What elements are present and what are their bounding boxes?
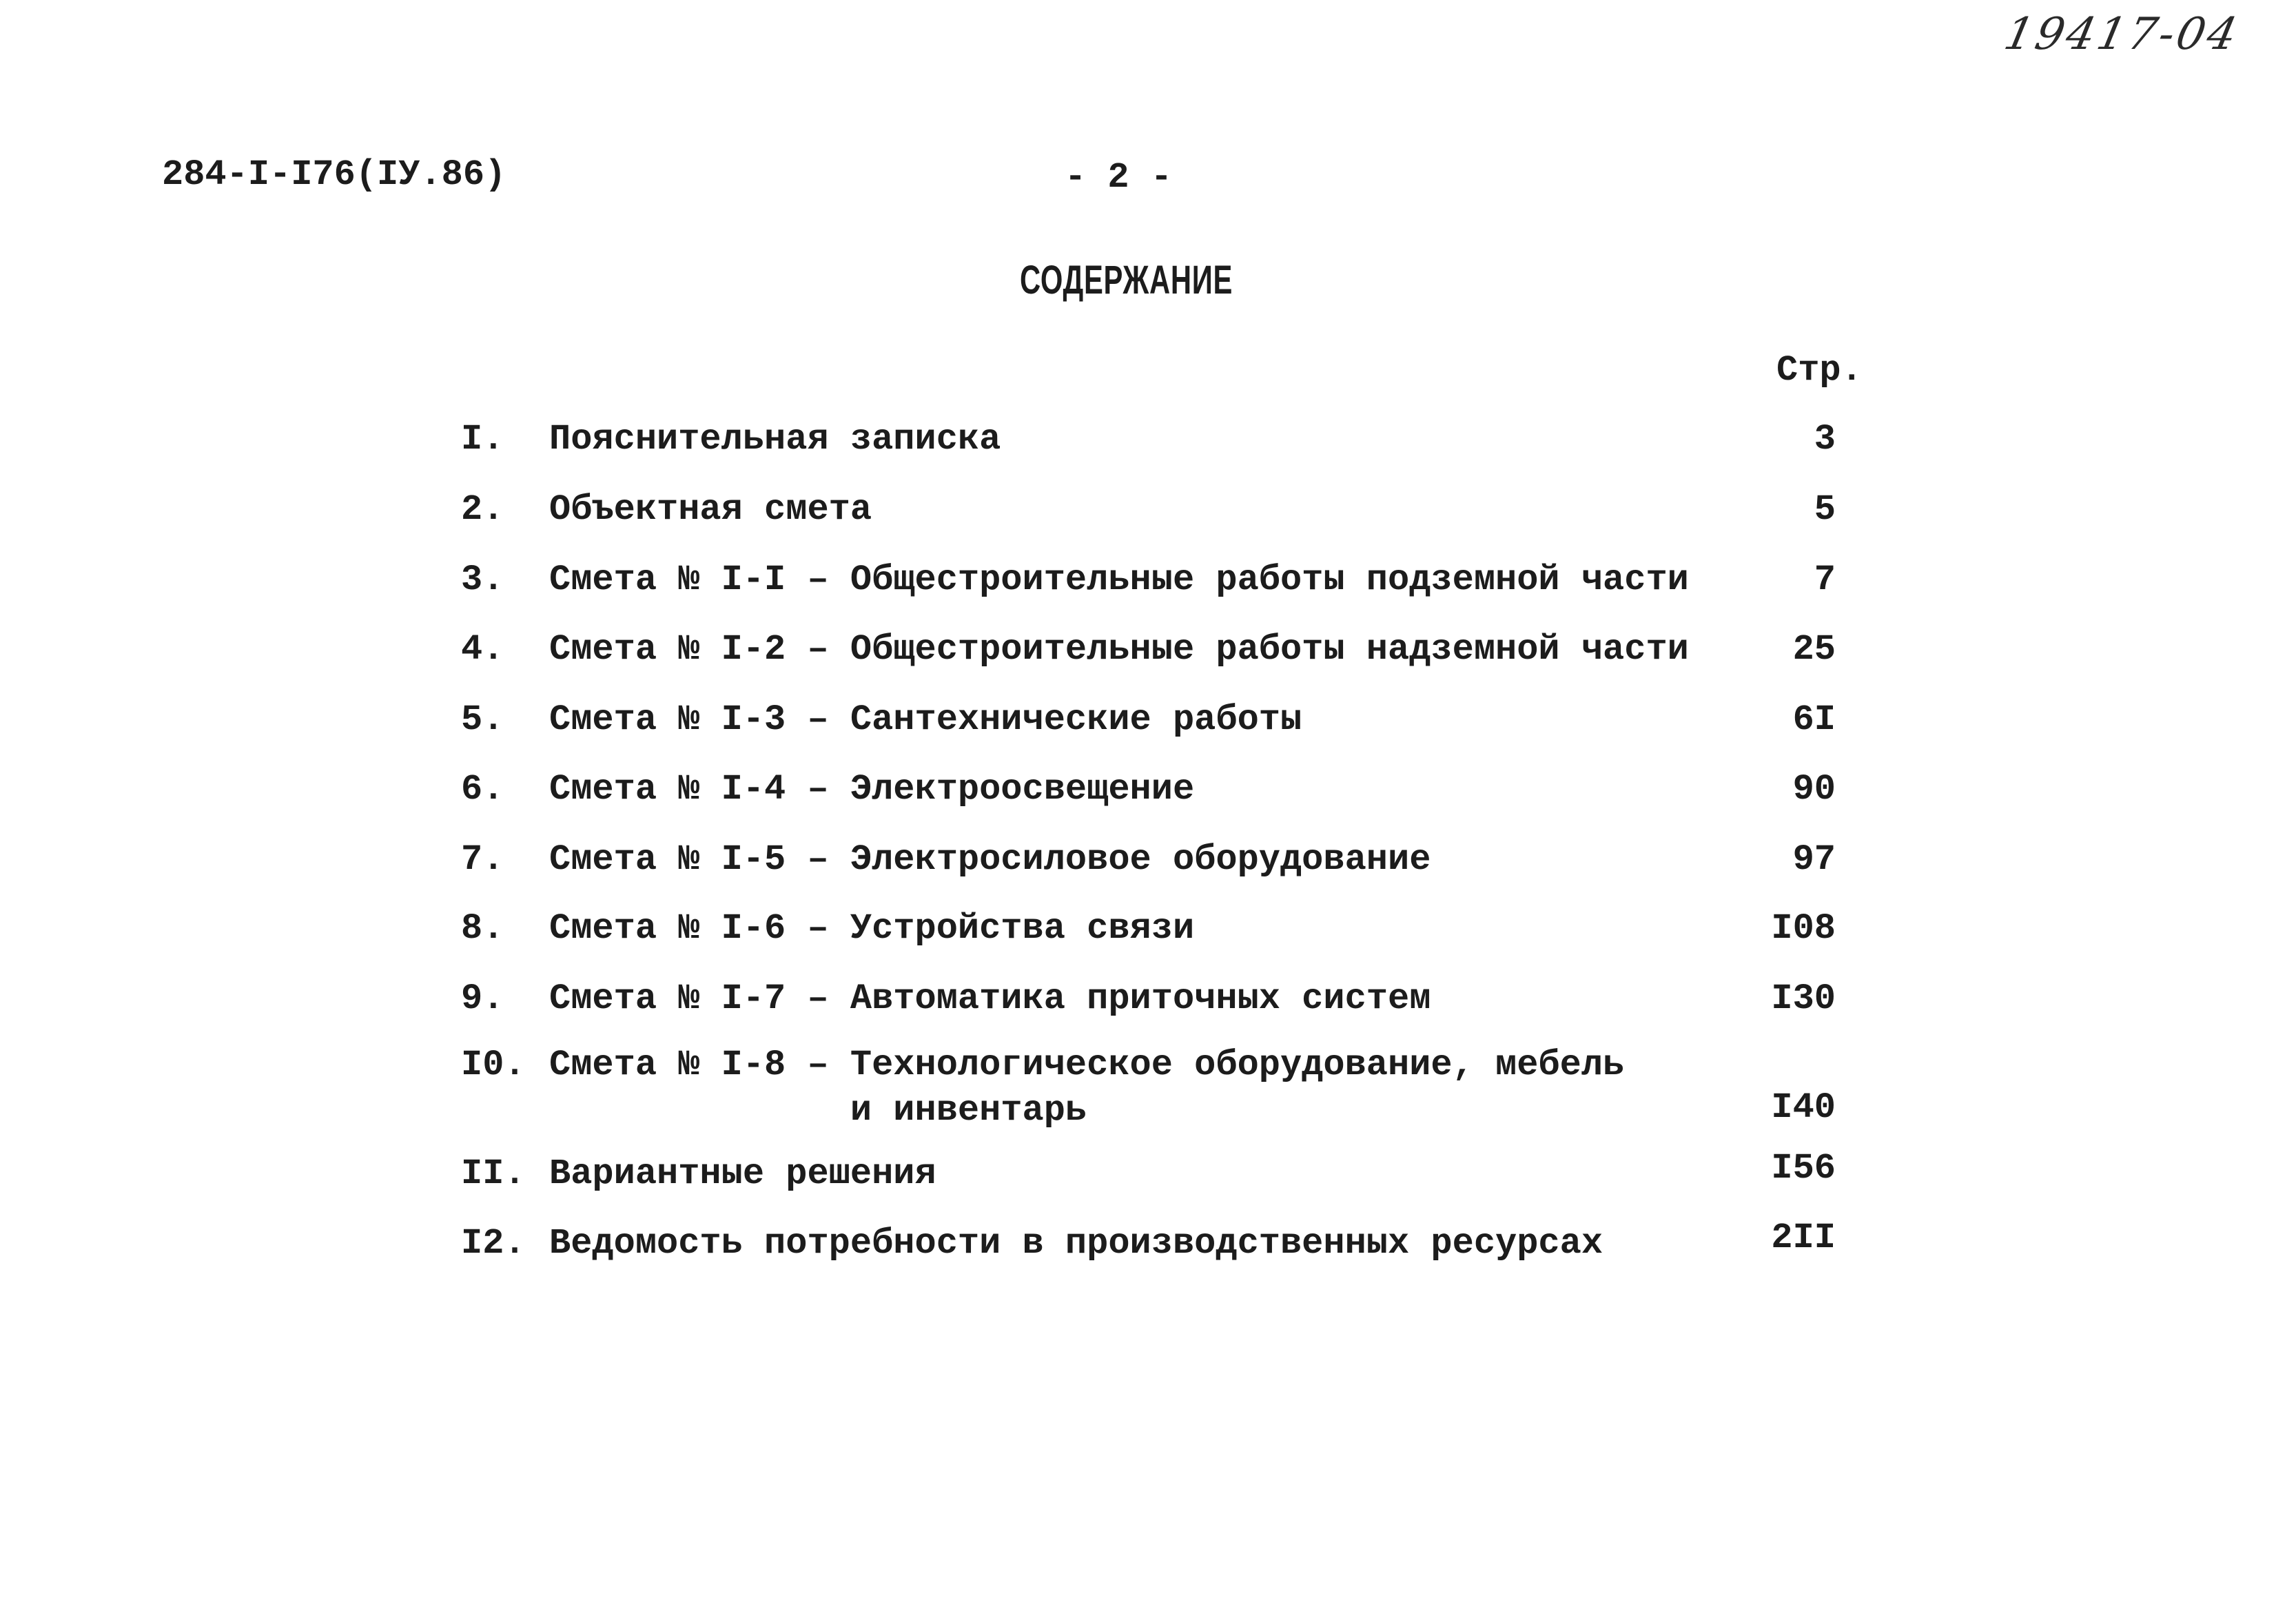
toc-item-page: I30: [1771, 978, 1836, 1019]
toc-item: [0, 978, 2296, 1019]
toc-item-number: 3.: [461, 560, 504, 600]
toc-item-text: Ведомость потребности в производственных ресурсах: [549, 1223, 1603, 1264]
toc-item-page: I56: [1771, 1148, 1836, 1189]
toc-item-number: I0.: [461, 1045, 526, 1085]
toc-item-page: 97: [1792, 839, 1836, 880]
toc-item-text: Пояснительная записка: [549, 419, 1001, 460]
toc-item: [0, 629, 2296, 670]
toc-item-number: 8.: [461, 908, 504, 949]
toc-item-page: I08: [1771, 908, 1836, 949]
toc-item-page: 5: [1814, 489, 1836, 530]
toc-item: [0, 1148, 2296, 1194]
toc-item-number: 7.: [461, 839, 504, 880]
toc-item-text: Смета № I-5 – Электросиловое оборудование: [549, 839, 1431, 880]
toc-item: [0, 699, 2296, 740]
toc-item-page: 6I: [1792, 699, 1836, 740]
toc-item-text: Смета № I-3 – Сантехнические работы: [549, 699, 1302, 740]
toc-item: [0, 769, 2296, 810]
toc-item-page: I40: [1771, 1087, 1836, 1128]
toc-item-number: I.: [461, 419, 504, 460]
toc-item-text-continued: и инвентарь: [549, 1090, 1087, 1131]
toc-item: [0, 419, 2296, 460]
toc-item-text: Смета № I-8 – Технологическое оборудование, мебель: [549, 1045, 1625, 1085]
toc-item-text: Смета № I-2 – Общестроительные работы надземной части: [549, 629, 1689, 670]
toc-item: [0, 839, 2296, 880]
toc-item-number: 6.: [461, 769, 504, 810]
page-number: - 2 -: [1065, 157, 1173, 198]
toc-item: [0, 1218, 2296, 1264]
toc-item-page: 90: [1792, 769, 1836, 810]
page-title: СОДЕРЖАНИЕ: [1020, 258, 1233, 302]
document-code: 284-I-I76(IУ.86): [162, 154, 506, 195]
toc-item-number: II.: [461, 1153, 526, 1194]
toc-item: [0, 489, 2296, 530]
toc-item-text: Смета № I-I – Общестроительные работы подземной части: [549, 560, 1689, 600]
toc-item: [0, 908, 2296, 949]
toc-item-number: 2.: [461, 489, 504, 530]
toc-item-text: Смета № I-6 – Устройства связи: [549, 908, 1195, 949]
toc-item-page: 7: [1814, 560, 1836, 600]
toc-item-number: 5.: [461, 699, 504, 740]
toc-item-number: I2.: [461, 1223, 526, 1264]
toc-item-page: 3: [1814, 419, 1836, 460]
toc-item-number: 4.: [461, 629, 504, 670]
toc-item-text: Смета № I-7 – Автоматика приточных систем: [549, 978, 1431, 1019]
toc-item: [0, 1045, 2296, 1131]
toc-item-number: 9.: [461, 978, 504, 1019]
toc-item-text: Объектная смета: [549, 489, 872, 530]
toc-item-page: 2II: [1771, 1218, 1836, 1258]
toc-item: [0, 562, 2296, 598]
handwritten-archive-number: 19417-04: [2000, 9, 2244, 60]
page-column-label: Стр.: [1776, 350, 1863, 391]
toc-item-page: 25: [1792, 629, 1836, 670]
toc-item-text: Смета № I-4 – Электроосвещение: [549, 769, 1195, 810]
toc-item-text: Вариантные решения: [549, 1153, 936, 1194]
